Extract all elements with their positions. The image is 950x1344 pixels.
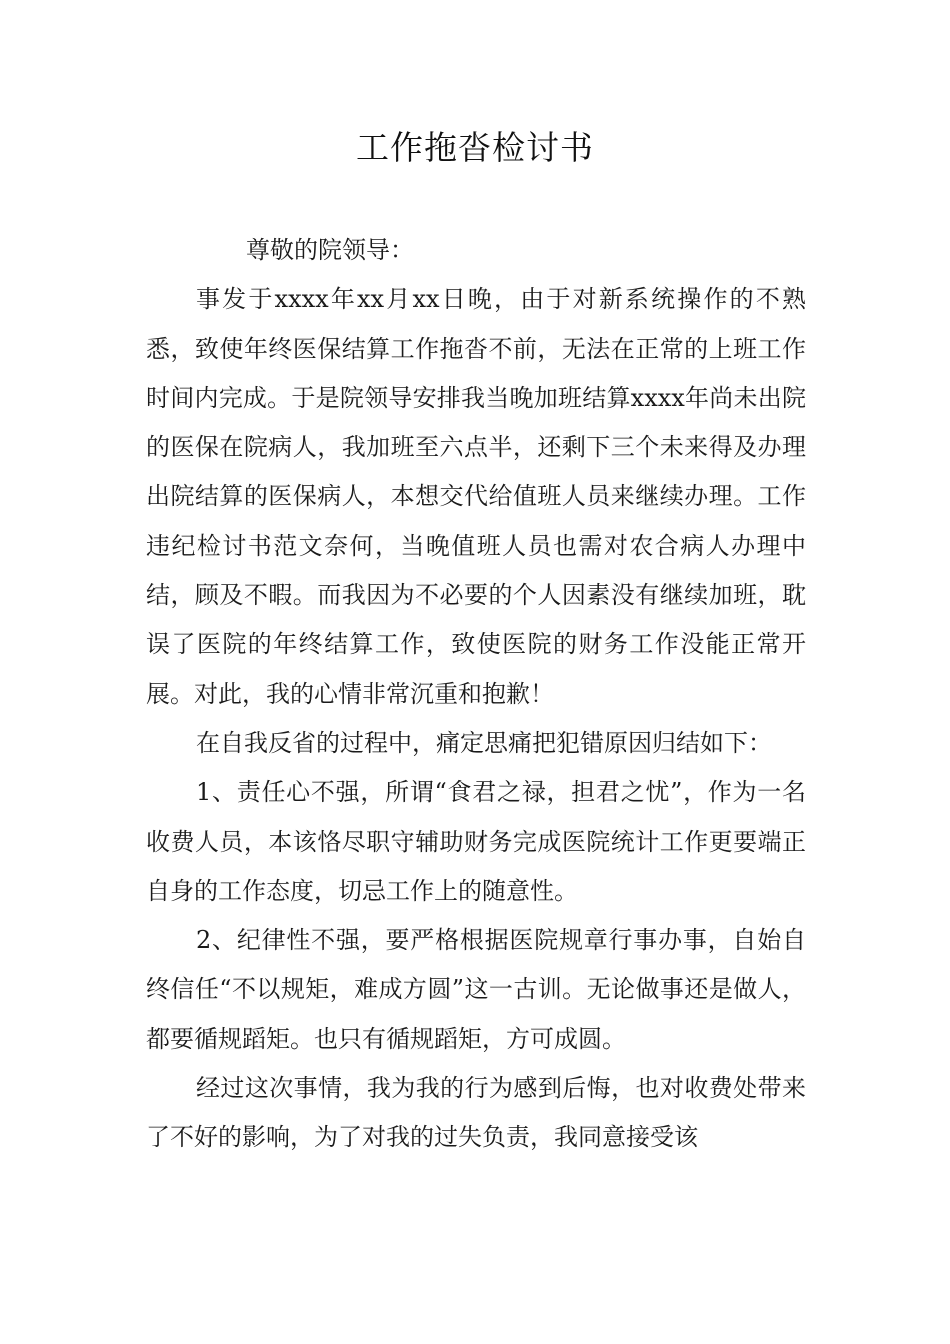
salutation: 尊敬的院领导：: [246, 236, 414, 264]
paragraph-incident: 事发于xxxx年xx月xx日晚，由于对新系统操作的不熟悉，致使年终医保结算工作拖沓不前，无法在正常的上班工作时间内完成。于是院领导安排我当晚加班结算xxxx年尚未出院的医保在院病人，我加班至六点半，还剩下三个未来得及办理出院结算的医保病人，本想交代给值班人员来继续办理。工作违纪检讨书范文奈何，当晚值班人员也需对农合病人办理中结，顾及不暇。而我因为不必要的个人因素没有继续加班，耽误了医院的年终结算工作，致使医院的财务工作没能正常开展。对此，我的心情非常沉重和抱歉！: [146, 285, 806, 708]
document-title: 工作拖沓检讨书: [356, 128, 594, 167]
paragraph-reason-responsibility: 1、责任心不强，所谓“食君之禄，担君之忧”，作为一名收费人员，本该恪尽职守辅助财务完成医院统计工作更要端正自身的工作态度，切忌工作上的随意性。: [146, 778, 806, 905]
document-body: [146, 226, 806, 1163]
paragraph-reflection-intro: 在自我反省的过程中，痛定思痛把犯错原因归结如下：: [196, 728, 772, 757]
paragraph-reason-discipline: 2、纪律性不强，要严格根据医院规章行事办事，自始自终信任“不以规矩，难成方圆”这一古训。无论做事还是做人，都要循规蹈矩。也只有循规蹈矩，方可成圆。: [146, 926, 806, 1053]
paragraph-conclusion: 经过这次事情，我为我的行为感到后悔，也对收费处带来了不好的影响，为了对我的过失负责，我同意接受该: [146, 1074, 806, 1152]
